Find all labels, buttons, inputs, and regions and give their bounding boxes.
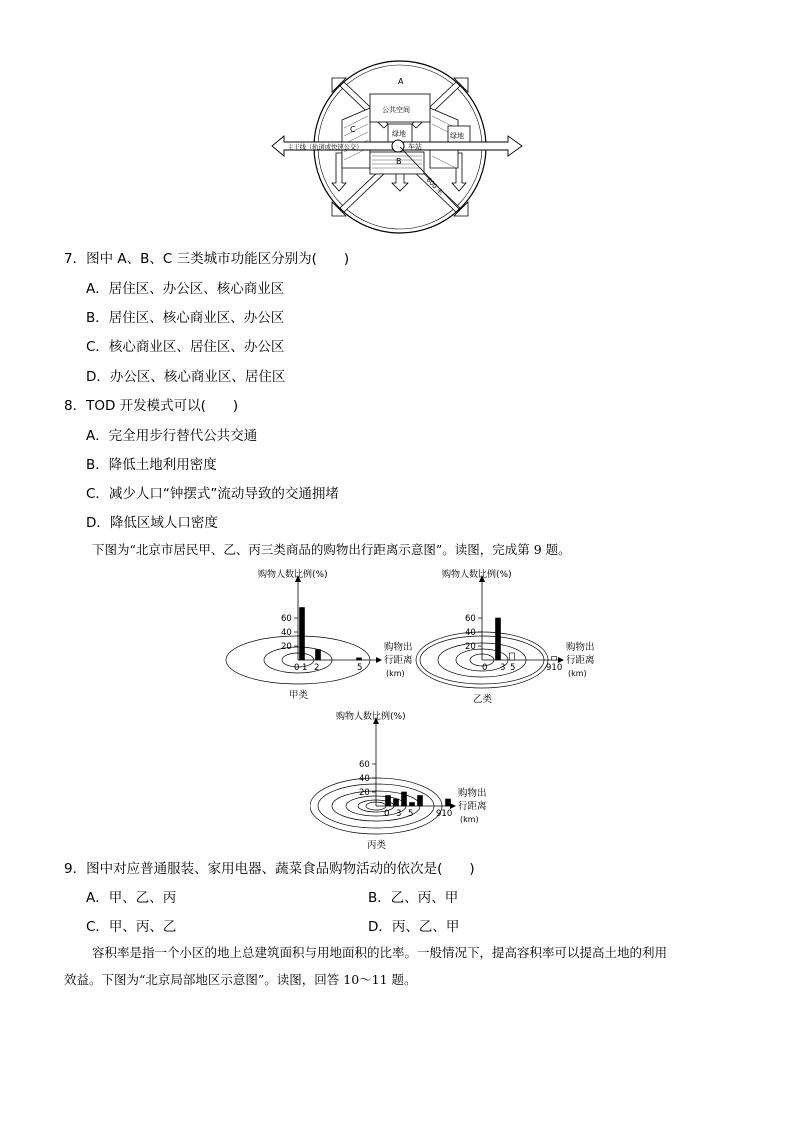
x-tick-label: 0 <box>294 663 300 673</box>
bar <box>510 653 515 660</box>
y-tick-label: 20 <box>359 788 370 798</box>
chart-title: 丙类 <box>367 840 387 850</box>
green-left-label: 绿地 <box>392 130 406 138</box>
bar <box>552 657 557 661</box>
trunk-line-label: 主干线（轨道或快速公交） <box>287 144 363 151</box>
q7-option-a[interactable]: A．居住区、办公区、核心商业区 <box>86 281 285 297</box>
x-tick-label: 910 <box>546 663 563 673</box>
label-b: B <box>396 157 402 166</box>
q7-option-c[interactable]: C．核心商业区、居住区、办公区 <box>86 339 285 355</box>
x-axis-label-1: 购物出 <box>458 788 487 799</box>
x-axis-label-2: 行距离 <box>458 801 487 812</box>
x-tick-label: 5 <box>510 663 516 673</box>
q8-option-d[interactable]: D．降低区域人口密度 <box>86 515 218 531</box>
bar <box>357 658 362 660</box>
bar <box>402 792 407 806</box>
q8-stem: 8．TOD 开发模式可以( ) <box>64 398 239 414</box>
q7-stem: 7．图中 A、B、C 三类城市功能区分别为( ) <box>64 251 350 267</box>
bar <box>300 608 305 661</box>
station-label: 车站 <box>408 143 422 151</box>
y-axis-label: 购物人数比例(%) <box>442 570 512 580</box>
y-tick-label: 20 <box>281 642 292 652</box>
x-axis-label-2: 行距离 <box>566 655 595 666</box>
x-tick-label: 0 <box>384 809 390 819</box>
label-a: A <box>398 77 404 86</box>
chart-title: 乙类 <box>473 694 493 704</box>
bar <box>418 796 423 807</box>
x-tick-label: 5 <box>357 663 363 673</box>
green-right-label: 绿地 <box>450 132 464 140</box>
chart-jia <box>218 566 418 704</box>
q7-option-d[interactable]: D．办公区、核心商业区、居住区 <box>86 369 286 385</box>
x-tick-label: 0 <box>482 663 488 673</box>
q8-option-b[interactable]: B．降低土地利用密度 <box>86 457 217 473</box>
x-tick-label: 3 <box>396 809 402 819</box>
q10-intro-line2: 效益。下图为“北京局部地区示意图”。读图，回答 10～11 题。 <box>64 972 417 987</box>
y-tick-label: 40 <box>281 628 292 638</box>
label-c: C <box>350 125 356 134</box>
x-axis-label-2: 行距离 <box>384 655 413 666</box>
q8-option-c[interactable]: C．减少人口“钟摆式”流动导致的交通拥堵 <box>86 486 339 502</box>
chart-yi <box>410 566 610 704</box>
x-tick-label: 5 <box>408 809 414 819</box>
chart-title: 甲类 <box>289 690 309 701</box>
y-tick-label: 40 <box>359 774 370 784</box>
bar <box>410 803 415 807</box>
x-tick-label: 2 <box>314 663 320 673</box>
x-axis-unit: (km) <box>460 815 479 824</box>
tod-diagram <box>270 58 530 236</box>
q10-intro-line1: 容积率是指一个小区的地上总建筑面积与用地面积的比率。一般情况下，提高容积率可以提高土地的利用 <box>92 945 668 960</box>
bar <box>386 796 391 807</box>
bar <box>496 618 501 660</box>
radius-label: 600 米 <box>424 175 445 197</box>
chart-bing <box>310 708 520 850</box>
x-tick-label: 3 <box>500 663 506 673</box>
x-tick-label: 1 <box>302 663 308 673</box>
bar <box>446 799 451 806</box>
x-tick-label: 910 <box>436 809 453 819</box>
bar <box>316 650 321 661</box>
q9-stem: 9．图中对应普通服装、家用电器、蔬菜食品购物活动的依次是( ) <box>64 861 475 877</box>
x-axis-arrow <box>376 657 382 663</box>
q7-option-b[interactable]: B．居住区、核心商业区、办公区 <box>86 310 285 326</box>
q8-option-a[interactable]: A．完全用步行替代公共交通 <box>86 428 258 444</box>
q9-intro: 下图为“北京市居民甲、乙、丙三类商品的购物出行距离示意图”。读图，完成第 9 题。 <box>92 542 571 557</box>
q9-option-c[interactable]: C．甲、丙、乙 <box>86 919 177 935</box>
y-axis-label: 购物人数比例(%) <box>258 570 328 580</box>
bar <box>394 799 399 806</box>
y-tick-label: 60 <box>465 614 476 624</box>
public-space-label: 公共空间 <box>382 106 410 114</box>
x-axis-label-1: 购物出 <box>566 642 595 653</box>
y-tick-label: 60 <box>359 760 370 770</box>
y-axis-label: 购物人数比例(%) <box>336 712 406 722</box>
y-tick-label: 40 <box>465 628 476 638</box>
y-tick-label: 20 <box>465 642 476 652</box>
x-axis-label-1: 购物出 <box>384 642 413 653</box>
x-axis-unit: (km) <box>386 669 405 678</box>
q9-option-b[interactable]: B．乙、丙、甲 <box>368 890 459 906</box>
y-tick-label: 60 <box>281 614 292 624</box>
q9-option-a[interactable]: A．甲、乙、丙 <box>86 890 177 906</box>
station-icon <box>392 140 404 152</box>
x-axis-unit: (km) <box>568 669 587 678</box>
q9-option-d[interactable]: D．丙、乙、甲 <box>368 919 460 935</box>
